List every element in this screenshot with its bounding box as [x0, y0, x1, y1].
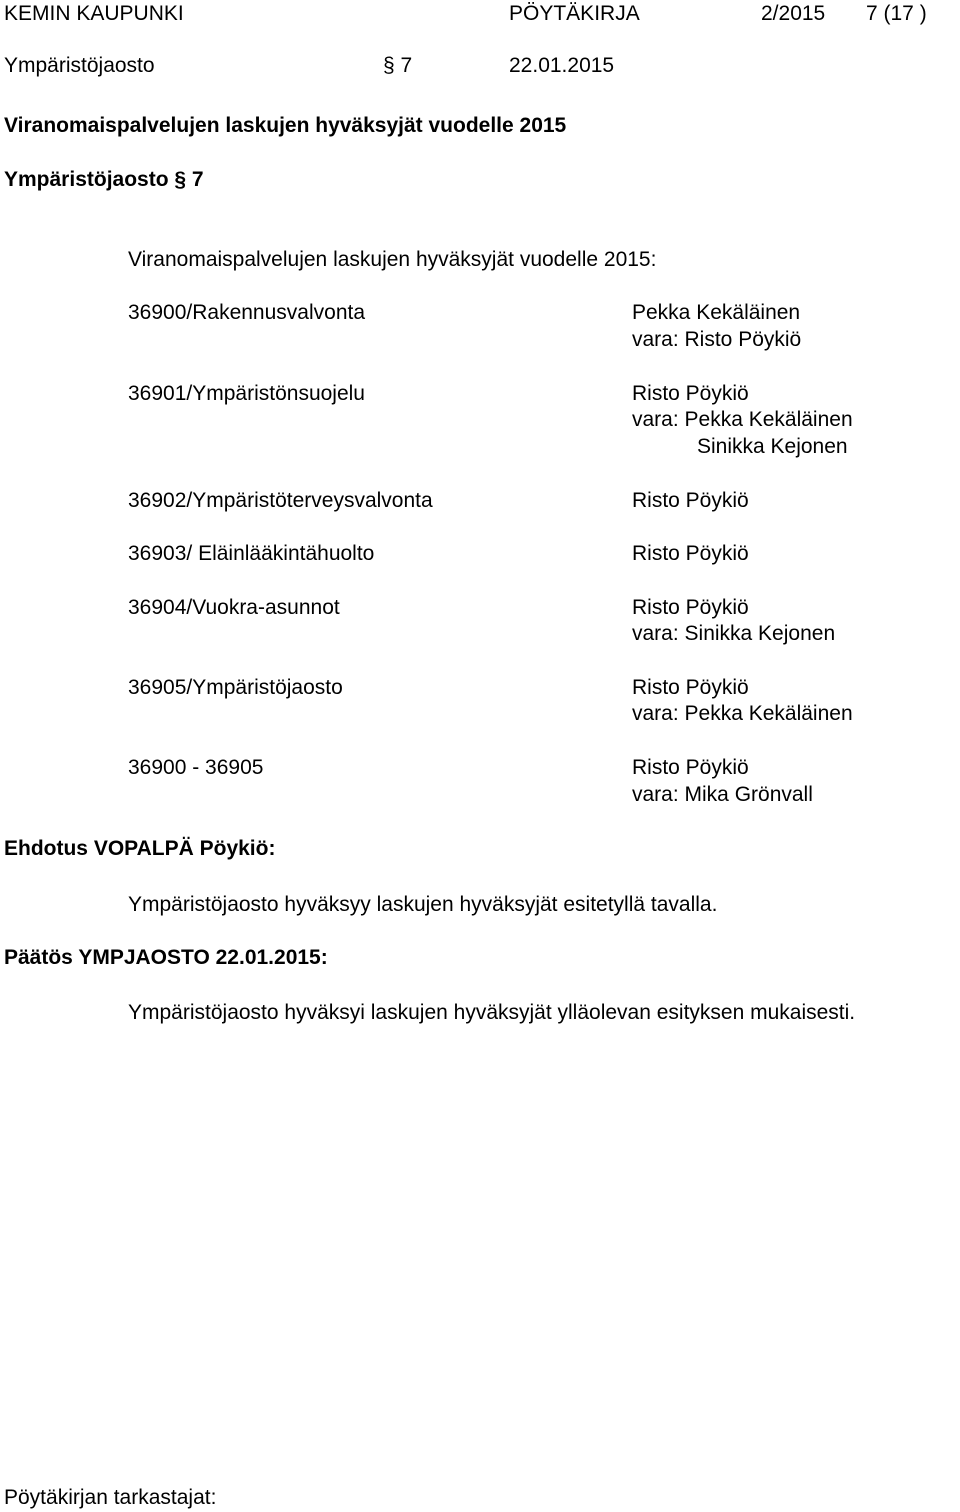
page-number: 7 (17 ): [866, 2, 927, 25]
meeting-date: 22.01.2015: [509, 54, 615, 77]
approver-name: Risto Pöykiö: [632, 542, 749, 565]
decision-text: Ympäristöjaosto hyväksyi laskujen hyväksyjät ylläolevan esityksen mukaisesti.: [128, 1001, 856, 1024]
approver-name: Risto Pöykiö: [632, 489, 749, 512]
document-number: 2/2015: [761, 2, 826, 25]
account-name: 36900 - 36905: [128, 756, 264, 779]
proposal-text: Ympäristöjaosto hyväksyy laskujen hyväksyjät esitetyllä tavalla.: [128, 893, 718, 916]
substitute-name: vara: Pekka Kekäläinen: [632, 702, 853, 725]
account-name: 36905/Ympäristöjaosto: [128, 676, 343, 699]
org-name: KEMIN KAUPUNKI: [4, 2, 184, 25]
intro-text: Viranomaispalvelujen laskujen hyväksyjät vuodelle 2015:: [128, 248, 657, 271]
account-name: 36904/Vuokra-asunnot: [128, 596, 340, 619]
page-title: Viranomaispalvelujen laskujen hyväksyjät vuodelle 2015: [4, 114, 567, 137]
account-name: 36903/ Eläinlääkintähuolto: [128, 542, 375, 565]
account-name: 36901/Ympäristönsuojelu: [128, 382, 365, 405]
substitute-name: Sinikka Kejonen: [697, 435, 848, 458]
account-name: 36902/Ympäristöterveysvalvonta: [128, 489, 433, 512]
minutes-checkers-label: Pöytäkirjan tarkastajat:: [4, 1486, 217, 1509]
approver-name: Pekka Kekäläinen: [632, 301, 801, 324]
substitute-name: vara: Risto Pöykiö: [632, 328, 802, 351]
decision-heading: Päätös YMPJAOSTO 22.01.2015:: [4, 946, 328, 969]
section-heading: Ympäristöjaosto § 7: [4, 168, 204, 191]
section-number: § 7: [383, 54, 413, 77]
approver-name: Risto Pöykiö: [632, 756, 749, 779]
proposal-heading: Ehdotus VOPALPÄ Pöykiö:: [4, 837, 276, 860]
approver-name: Risto Pöykiö: [632, 382, 749, 405]
approver-name: Risto Pöykiö: [632, 676, 749, 699]
account-name: 36900/Rakennusvalvonta: [128, 301, 366, 324]
substitute-name: vara: Mika Grönvall: [632, 783, 813, 806]
document-type: PÖYTÄKIRJA: [509, 2, 640, 25]
approver-name: Risto Pöykiö: [632, 596, 749, 619]
substitute-name: vara: Pekka Kekäläinen: [632, 408, 853, 431]
body-name: Ympäristöjaosto: [4, 54, 155, 77]
substitute-name: vara: Sinikka Kejonen: [632, 622, 836, 645]
